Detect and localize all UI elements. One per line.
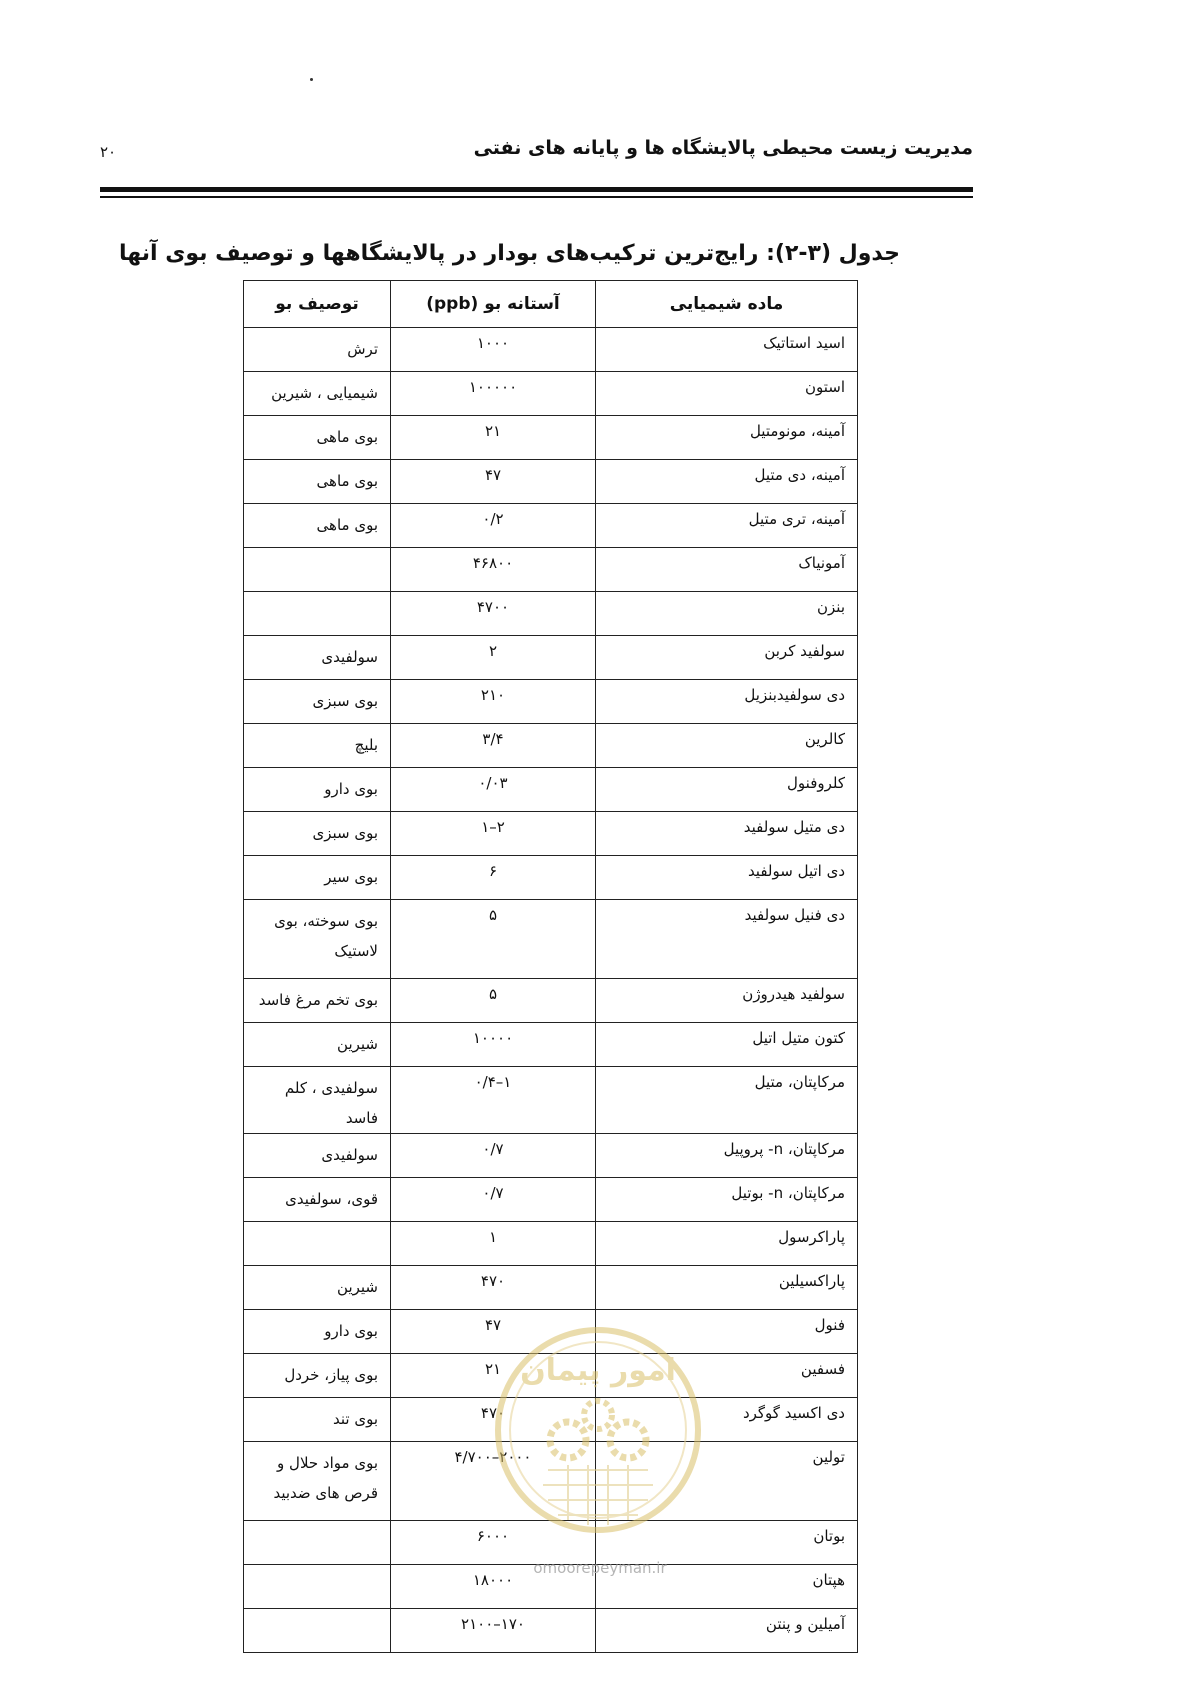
cell-threshold: ۴۷۰۰: [391, 592, 596, 636]
header-chemical: ماده شیمیایی: [596, 281, 858, 328]
cell-description: بوی تند: [244, 1398, 391, 1442]
cell-description: بوی سوخته، بوی لاستیک: [244, 900, 391, 979]
table-row: [244, 1134, 858, 1178]
cell-description: [244, 548, 391, 592]
cell-threshold: ۴۶۸۰۰: [391, 548, 596, 592]
cell-description: بوی سبزی: [244, 680, 391, 724]
cell-threshold: ۴۷: [391, 460, 596, 504]
cell-threshold: ۲۱۰: [391, 680, 596, 724]
cell-threshold: ۵: [391, 900, 596, 979]
cell-chemical: کتون متیل اتیل: [596, 1023, 858, 1067]
cell-chemical: دی اکسید گوگرد: [596, 1398, 858, 1442]
table-row: [244, 1609, 858, 1653]
cell-description: سولفیدی: [244, 636, 391, 680]
table-row: [244, 460, 858, 504]
header-rule-thick: [100, 187, 973, 192]
cell-description: بوی دارو: [244, 768, 391, 812]
cell-description: بوی دارو: [244, 1310, 391, 1354]
cell-chemical: دی فنیل سولفید: [596, 900, 858, 979]
cell-threshold: ۱۸۰۰۰: [391, 1565, 596, 1609]
cell-description: شیرین: [244, 1023, 391, 1067]
table-row: [244, 768, 858, 812]
cell-threshold: ۲۱: [391, 1354, 596, 1398]
table-row: [244, 1178, 858, 1222]
table-row: [244, 1067, 858, 1134]
cell-description: بلیچ: [244, 724, 391, 768]
cell-description: [244, 1222, 391, 1266]
cell-description: بوی پیاز، خردل: [244, 1354, 391, 1398]
table-row: [244, 1023, 858, 1067]
table-row: [244, 548, 858, 592]
cell-threshold: ۰/۷: [391, 1134, 596, 1178]
cell-threshold: ۱۰۰۰۰۰: [391, 372, 596, 416]
table-row: [244, 812, 858, 856]
table-row: [244, 328, 858, 372]
stray-dot: [310, 78, 313, 81]
cell-threshold: ۲۱: [391, 416, 596, 460]
cell-threshold: ۰/۷: [391, 1178, 596, 1222]
table-row: [244, 724, 858, 768]
cell-chemical: استون: [596, 372, 858, 416]
cell-threshold: ۶: [391, 856, 596, 900]
cell-threshold: ۴۷۰: [391, 1398, 596, 1442]
cell-chemical: سولفید هیدروژن: [596, 979, 858, 1023]
cell-threshold: ۴۷: [391, 1310, 596, 1354]
cell-description: بوی ماهی: [244, 504, 391, 548]
watermark-logo-text: امور پیمان: [520, 1353, 676, 1388]
cell-chemical: کالرین: [596, 724, 858, 768]
cell-threshold: ۳/۴: [391, 724, 596, 768]
cell-description: بوی مواد حلال و قرص های ضدبید: [244, 1442, 391, 1521]
table-row: [244, 1310, 858, 1354]
table-row: [244, 416, 858, 460]
running-header-title: مدیریت زیست محیطی پالایشگاه ها و پایانه های نفتی: [473, 137, 973, 159]
cell-description: قوی، سولفیدی: [244, 1178, 391, 1222]
table-row: [244, 592, 858, 636]
cell-threshold: ۱۰۰۰۰: [391, 1023, 596, 1067]
table-row: [244, 900, 858, 979]
cell-chemical: مرکاپتان، n- بوتیل: [596, 1178, 858, 1222]
cell-threshold: ۶۰۰۰: [391, 1521, 596, 1565]
cell-chemical: آمینه، دی متیل: [596, 460, 858, 504]
table-row: [244, 372, 858, 416]
cell-description: [244, 1565, 391, 1609]
cell-description: بوی ماهی: [244, 416, 391, 460]
cell-chemical: پاراکرسول: [596, 1222, 858, 1266]
table-row: [244, 1521, 858, 1565]
cell-description: [244, 592, 391, 636]
watermark-url: omoorepeyman.ir: [533, 1559, 667, 1577]
table-row: [244, 1222, 858, 1266]
cell-chemical: هپتان: [596, 1565, 858, 1609]
cell-description: شیرین: [244, 1266, 391, 1310]
cell-chemical: آمینه، تری متیل: [596, 504, 858, 548]
cell-chemical: اسید استاتیک: [596, 328, 858, 372]
cell-chemical: آمیلین و پنتن: [596, 1609, 858, 1653]
cell-chemical: مرکاپتان، n- پروپیل: [596, 1134, 858, 1178]
cell-chemical: بنزن: [596, 592, 858, 636]
table-row: [244, 1266, 858, 1310]
cell-chemical: بوتان: [596, 1521, 858, 1565]
page-header: [100, 128, 973, 168]
table-body: [244, 328, 858, 1653]
cell-threshold: ۱۷۰–۲۱۰۰: [391, 1609, 596, 1653]
cell-threshold: ۴۷۰: [391, 1266, 596, 1310]
header-threshold: آستانه بو (ppb): [391, 281, 596, 328]
header-rule-thin: [100, 196, 973, 198]
cell-description: سولفیدی: [244, 1134, 391, 1178]
cell-threshold: ۱۰۰۰: [391, 328, 596, 372]
cell-threshold: ۰/۰۳: [391, 768, 596, 812]
cell-chemical: دی اتیل سولفید: [596, 856, 858, 900]
cell-description: ترش: [244, 328, 391, 372]
cell-description: بوی ماهی: [244, 460, 391, 504]
table-row: [244, 1442, 858, 1521]
table-row: [244, 979, 858, 1023]
cell-chemical: دی متیل سولفید: [596, 812, 858, 856]
cell-threshold: ۱: [391, 1222, 596, 1266]
cell-description: سولفیدی ، کلم فاسد: [244, 1067, 391, 1134]
table-row: [244, 680, 858, 724]
cell-chemical: پاراکسیلین: [596, 1266, 858, 1310]
cell-chemical: دی سولفیدبنزیل: [596, 680, 858, 724]
cell-threshold: ۲–۱: [391, 812, 596, 856]
cell-chemical: فسفین: [596, 1354, 858, 1398]
table-row: [244, 504, 858, 548]
table-row: [244, 856, 858, 900]
table-row: [244, 1398, 858, 1442]
header-description: توصیف بو: [244, 281, 391, 328]
cell-threshold: ۱–۰/۴: [391, 1067, 596, 1134]
table-row: [244, 636, 858, 680]
cell-chemical: آمونیاک: [596, 548, 858, 592]
cell-chemical: فنول: [596, 1310, 858, 1354]
cell-description: [244, 1609, 391, 1653]
cell-description: بوی تخم مرغ فاسد: [244, 979, 391, 1023]
cell-chemical: مرکاپتان، متیل: [596, 1067, 858, 1134]
odor-compounds-table: [243, 280, 858, 1653]
table-row: [244, 1354, 858, 1398]
cell-threshold: ۵: [391, 979, 596, 1023]
cell-chemical: تولین: [596, 1442, 858, 1521]
cell-chemical: آمینه، مونومتیل: [596, 416, 858, 460]
cell-threshold: ۲: [391, 636, 596, 680]
table-header-row: [244, 281, 858, 328]
table-title: جدول (۳-۲): رایج‌ترین ترکیب‌های بودار در پالایشگاهها و توصیف بوی آنها: [119, 241, 900, 266]
cell-description: [244, 1521, 391, 1565]
cell-description: شیمیایی ، شیرین: [244, 372, 391, 416]
page-number: ۲۰: [100, 143, 117, 161]
cell-threshold: ۲۰۰۰–۴/۷۰۰: [391, 1442, 596, 1521]
cell-chemical: کلروفنول: [596, 768, 858, 812]
cell-description: بوی سبزی: [244, 812, 391, 856]
cell-description: بوی سیر: [244, 856, 391, 900]
cell-threshold: ۰/۲: [391, 504, 596, 548]
cell-chemical: سولفید کربن: [596, 636, 858, 680]
